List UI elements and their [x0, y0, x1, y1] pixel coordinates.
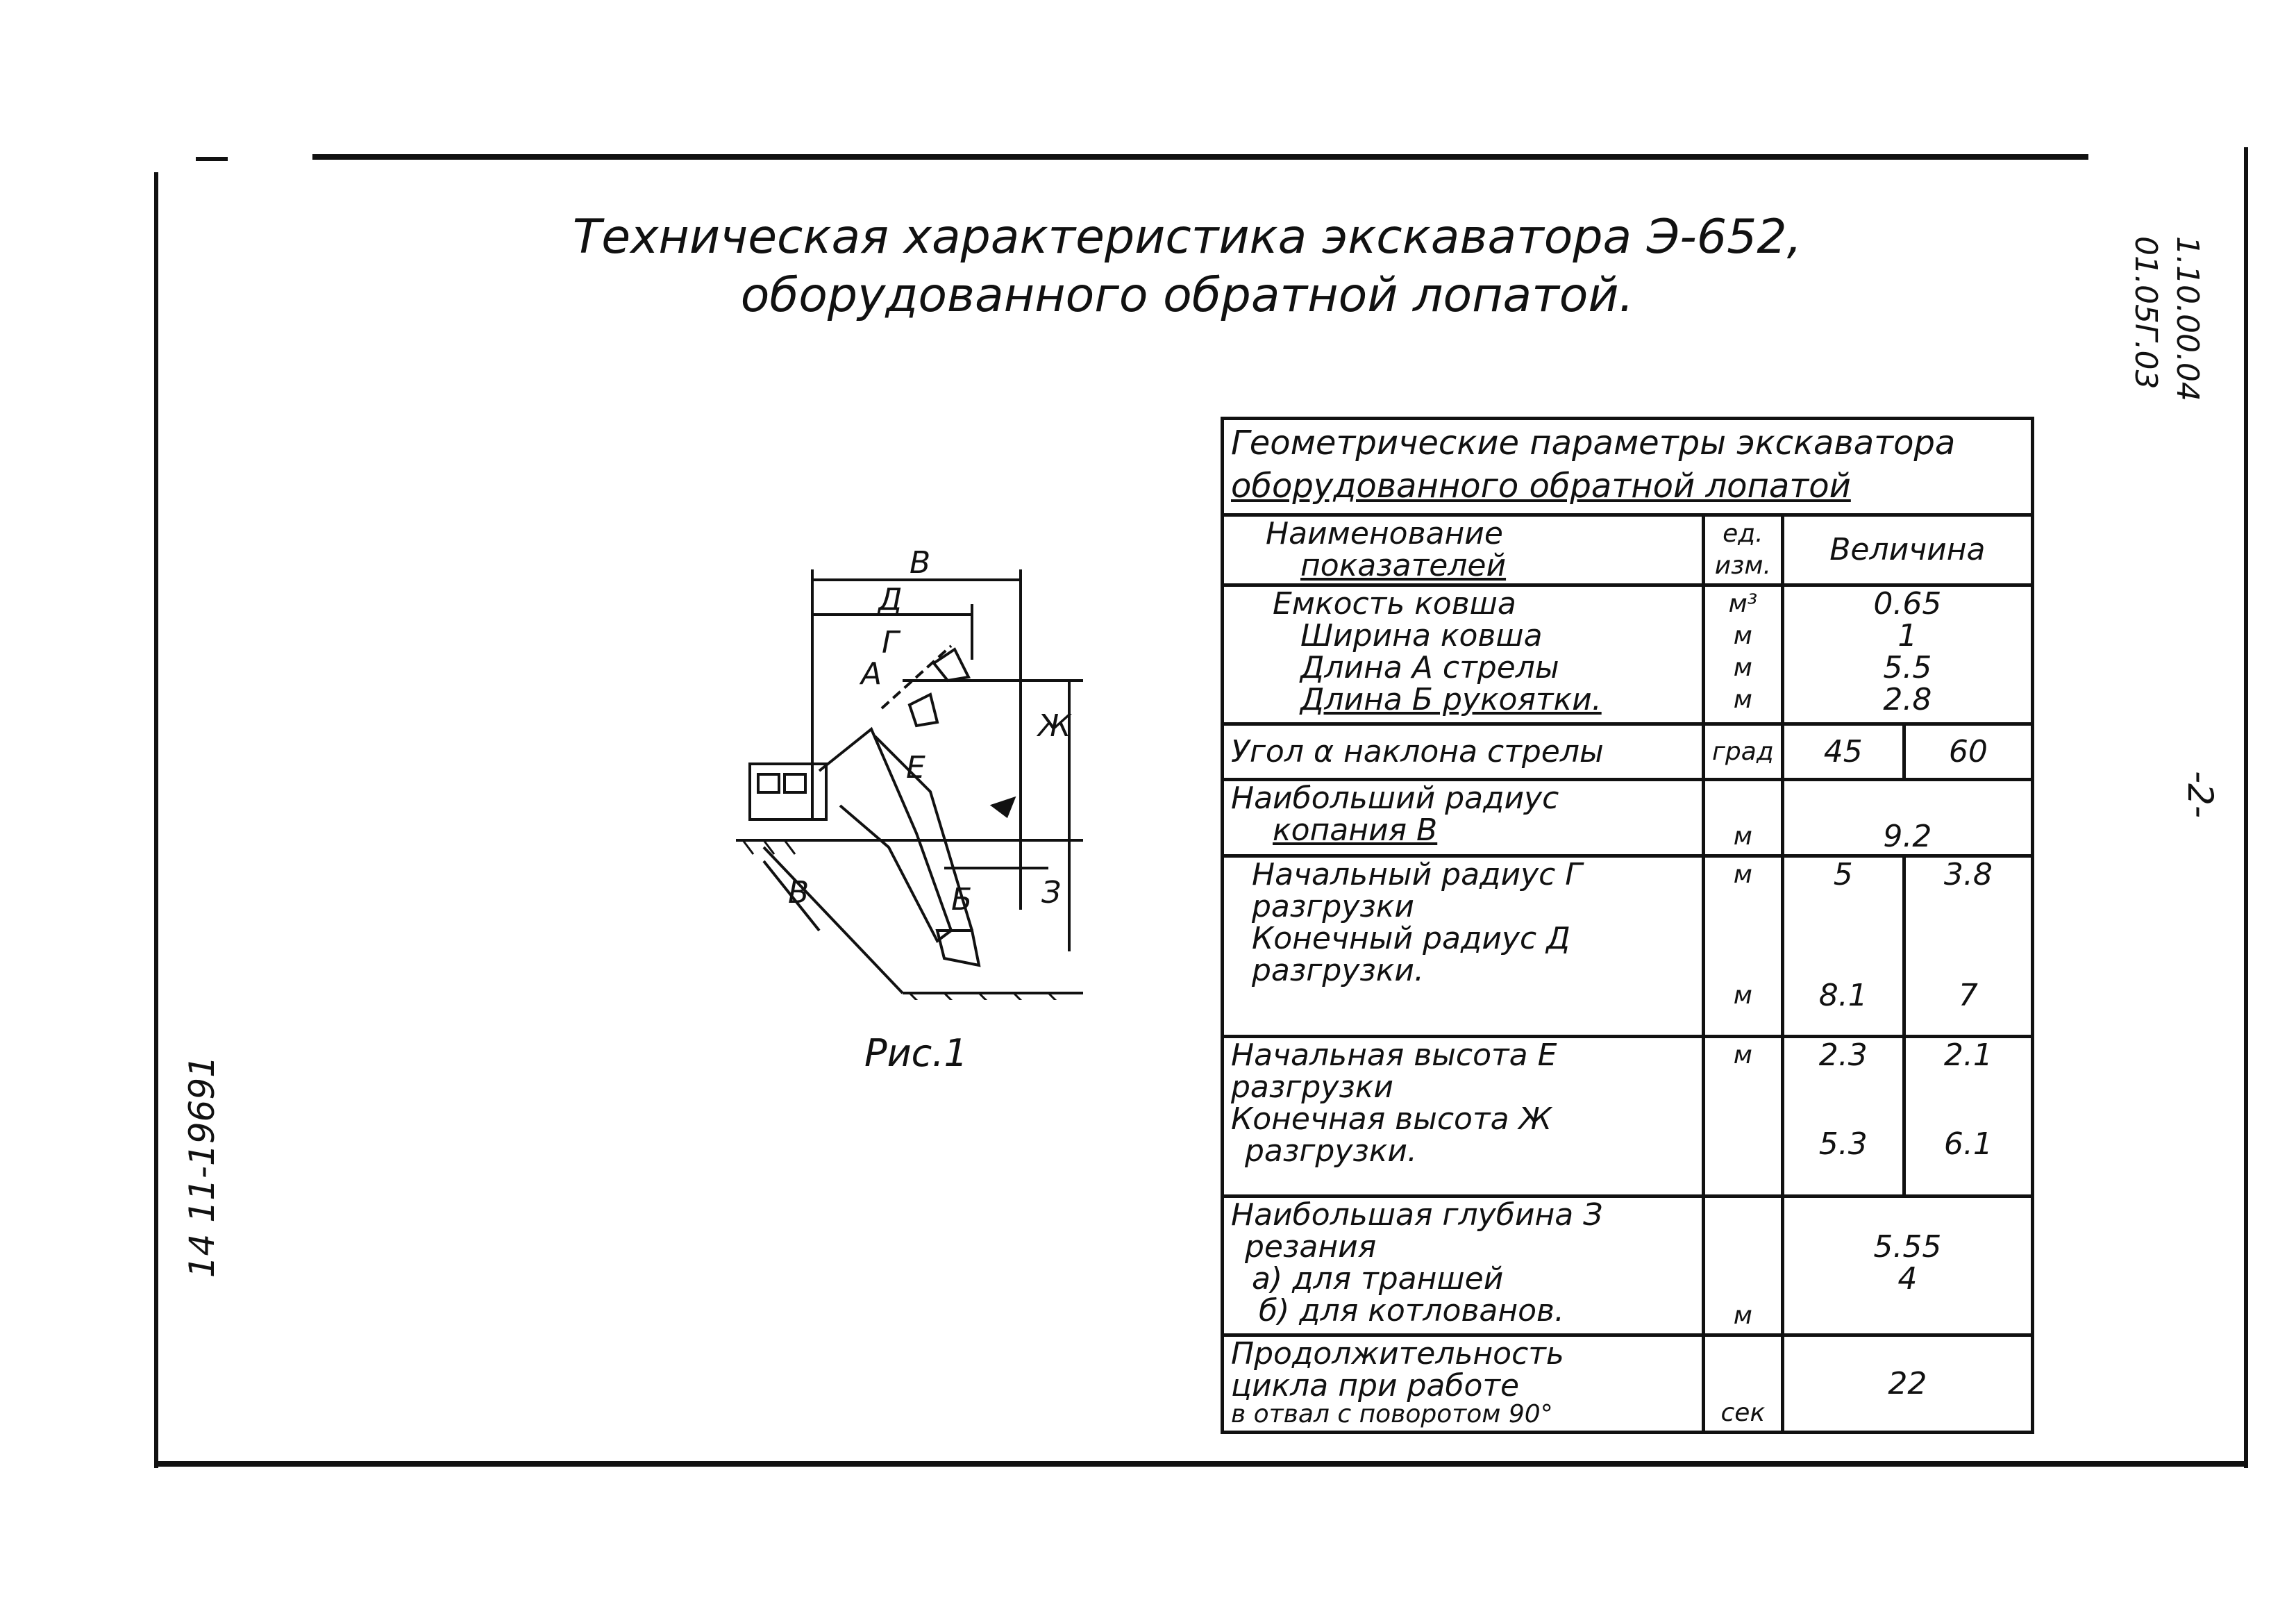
name-max-radius: [1223, 780, 1704, 856]
slope-line: [764, 847, 903, 993]
value-unload-height-2: [1904, 1037, 2032, 1197]
document-number: [2125, 236, 2208, 401]
name-end-radius-line-1: Конечный радиус Д: [1252, 921, 1570, 956]
unload-bucket: [910, 694, 937, 726]
unit-cycle-duration: сек: [1704, 1335, 1783, 1433]
title-line-2: оборудованного обратной лопатой.: [740, 268, 1634, 323]
table-row: [1223, 585, 2033, 724]
label-d: Д: [878, 582, 903, 617]
value-start-radius-2: 3.8: [1943, 857, 1993, 892]
name-unload-height: [1223, 1037, 1704, 1197]
table-row: [1223, 724, 2033, 780]
unit-bucket-capacity: м³: [1728, 590, 1758, 618]
name-start-radius-line-1: Начальный радиус Г: [1252, 857, 1582, 892]
name-cycle-line-1: Продолжительность: [1231, 1336, 1564, 1372]
title-line-1: Техническая характеристика экскаватора Э-652,: [572, 210, 1802, 265]
side-code: 14 11-19691: [182, 1056, 222, 1278]
bucket-values: [1782, 585, 2032, 724]
label-g: Г: [882, 625, 899, 660]
name-boom-angle: Угол α наклона стрелы: [1223, 724, 1704, 780]
figure-caption: Рис.1: [864, 1031, 968, 1075]
unit-max-radius: м: [1704, 780, 1783, 856]
bucket-names: [1223, 585, 1704, 724]
name-max-depth: [1223, 1197, 1704, 1335]
value-max-depth-pit: 4: [1897, 1261, 1918, 1297]
spec-table: [1221, 417, 2034, 1434]
table-row: [1223, 1335, 2033, 1433]
name-start-height-line-1: Начальная высота Е: [1231, 1038, 1557, 1073]
table-header-row: [1223, 515, 2033, 585]
label-a: А: [861, 656, 882, 692]
table-row: [1223, 1037, 2033, 1197]
header-name-line-2: показателей: [1300, 548, 1507, 583]
boom: [819, 729, 951, 941]
name-cycle-line-3: в отвал с поворотом 90°: [1231, 1400, 1553, 1428]
table-row: [1223, 1197, 2033, 1335]
name-end-height-line-1: Конечная высота Ж: [1231, 1101, 1552, 1137]
bucket-units: [1704, 585, 1783, 724]
document-number-line-1: 1.10.00.04: [2170, 236, 2205, 401]
value-end-radius-2: 7: [1958, 978, 1978, 1013]
value-stick-length: 2.8: [1883, 682, 1932, 717]
name-end-radius-line-2: разгрузки.: [1252, 953, 1424, 988]
value-max-radius: 9.2: [1782, 780, 2032, 856]
name-start-height-line-2: разгрузки: [1231, 1069, 1393, 1105]
value-unload-radius-2: [1904, 856, 2032, 1037]
name-stick-length: Длина Б рукоятки.: [1300, 682, 1602, 717]
name-end-height-line-2: разгрузки.: [1245, 1133, 1417, 1169]
name-cycle-duration: [1223, 1335, 1704, 1433]
name-unload-radius: [1223, 856, 1704, 1037]
name-boom-length: Длина А стрелы: [1300, 650, 1559, 685]
raised-bucket: [934, 649, 969, 681]
table-caption-line-1: Геометрические параметры экскаватора: [1231, 424, 1956, 462]
frame-line-left: [154, 172, 158, 1468]
document-number-line-2: 01.05Г.03: [2128, 236, 2163, 390]
excavator-figure: [722, 542, 1125, 1000]
frame-line-top: [312, 154, 2088, 160]
unit-bucket-width: м: [1733, 622, 1752, 650]
label-b: Б: [951, 882, 973, 917]
ground-hatch: [785, 840, 795, 854]
table-caption: [1223, 419, 2033, 515]
table-caption-line-2: оборудованного обратной лопатой: [1231, 467, 1851, 506]
ground-hatch: [743, 840, 753, 854]
unit-unload-radius: [1704, 856, 1783, 1037]
value-bucket-capacity: 0.65: [1873, 586, 1942, 622]
header-unit-line-2: изм.: [1714, 551, 1771, 580]
label-zh: Ж: [1038, 708, 1071, 744]
name-bucket-width: Ширина ковша: [1300, 618, 1543, 653]
value-start-height-2: 2.1: [1943, 1038, 1993, 1073]
unit-max-depth: м: [1704, 1197, 1783, 1335]
name-max-depth-line-2: резания: [1245, 1229, 1377, 1265]
value-start-radius-1: 5: [1833, 857, 1853, 892]
value-bucket-width: 1: [1897, 618, 1918, 653]
value-max-depth: [1782, 1197, 2032, 1335]
name-max-depth-pit: б) для котлованов.: [1259, 1293, 1564, 1328]
table-row: [1223, 856, 2033, 1037]
name-max-depth-trench: а) для траншей: [1252, 1261, 1504, 1297]
unit-boom-length: м: [1733, 653, 1752, 682]
name-bucket-capacity: Емкость ковша: [1273, 586, 1516, 622]
unit-boom-angle: град: [1704, 724, 1783, 780]
table-row: [1223, 780, 2033, 856]
value-cycle-duration: 22: [1782, 1335, 2032, 1433]
header-unit: [1704, 515, 1783, 585]
document-title: [389, 208, 1986, 325]
label-e: Е: [906, 750, 925, 785]
value-end-height-2: 6.1: [1943, 1126, 1993, 1162]
frame-line-top-stub: [196, 157, 228, 161]
value-unload-radius-1: [1782, 856, 1904, 1037]
header-name-line-1: Наименование: [1266, 516, 1503, 551]
header-value: Величина: [1782, 515, 2032, 585]
unit-stick-length: м: [1733, 685, 1752, 714]
value-unload-height-1: [1782, 1037, 1904, 1197]
name-max-radius-line-1: Наибольший радиус: [1231, 781, 1559, 816]
page-number: -2-: [2180, 771, 2220, 818]
cab-window: [758, 774, 779, 792]
unit-end-radius: м: [1733, 981, 1752, 1010]
value-boom-angle-2: 60: [1904, 724, 2032, 780]
unit-start-radius: м: [1733, 860, 1752, 889]
name-start-radius-line-2: разгрузки: [1252, 889, 1414, 924]
label-v: В: [910, 545, 931, 581]
frame-line-right: [2244, 147, 2248, 1468]
label-z: З: [1041, 875, 1062, 910]
value-start-height-1: 2.3: [1818, 1038, 1868, 1073]
dimension-arrow: [993, 799, 1014, 816]
cab-window: [785, 774, 805, 792]
value-max-depth-trench: 5.55: [1873, 1229, 1942, 1265]
value-end-height-1: 5.3: [1818, 1126, 1868, 1162]
value-boom-angle-1: 45: [1782, 724, 1904, 780]
name-max-depth-line-1: Наибольшая глубина З: [1231, 1197, 1603, 1233]
table-caption-row: [1223, 419, 2033, 515]
value-boom-length: 5.5: [1883, 650, 1932, 685]
unit-unload-height: м: [1704, 1037, 1783, 1197]
header-name: [1223, 515, 1704, 585]
frame-line-bottom: [154, 1461, 2248, 1467]
value-end-radius-1: 8.1: [1818, 978, 1868, 1013]
header-unit-line-1: ед.: [1723, 519, 1763, 548]
label-v2: В: [788, 875, 810, 910]
name-max-radius-line-2: копания В: [1273, 812, 1438, 848]
name-cycle-line-2: цикла при работе: [1231, 1368, 1520, 1403]
